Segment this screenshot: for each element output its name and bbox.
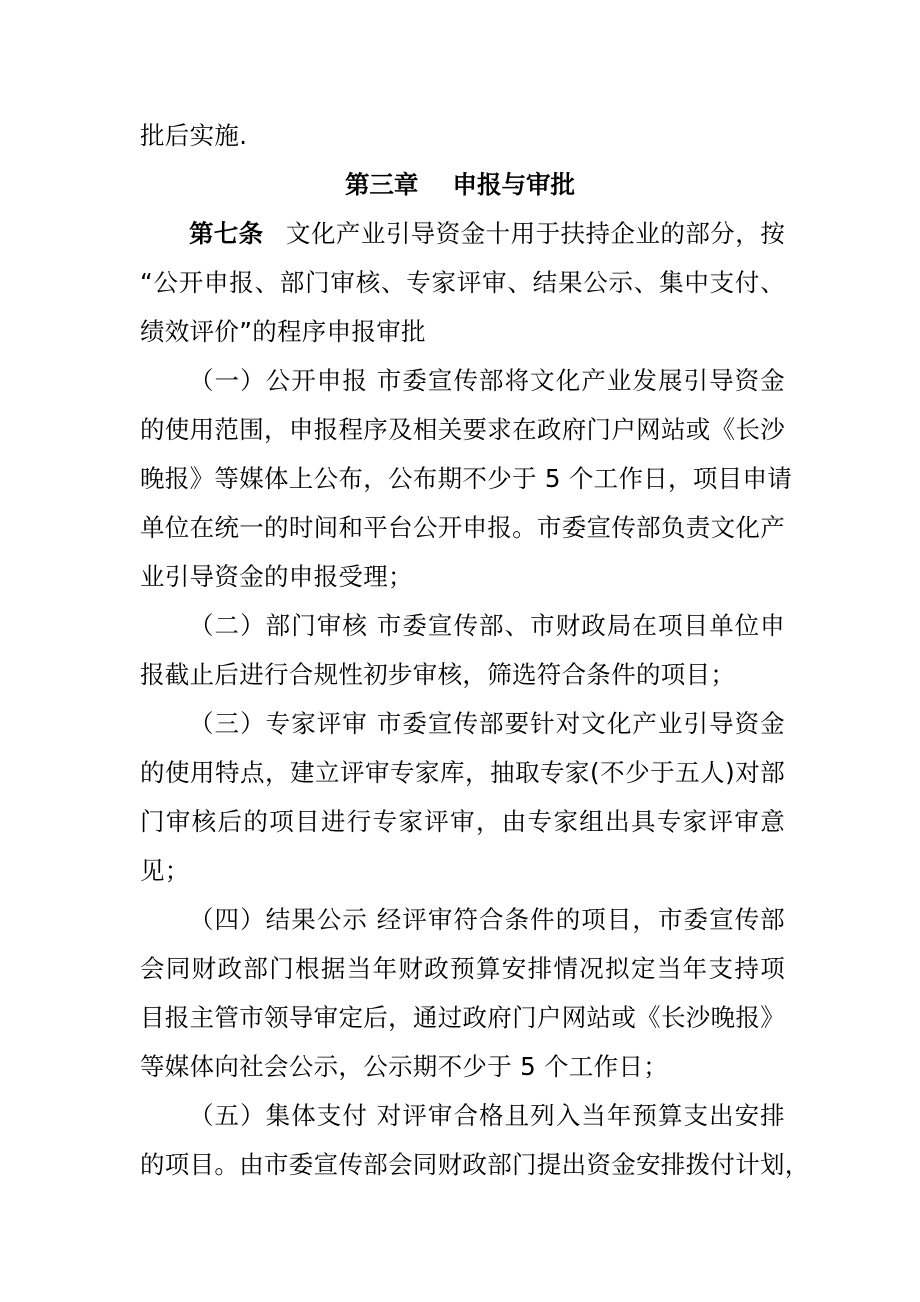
text-line: 业引导资金的申报受理； [140,562,413,591]
text-line: （一）公开申报 市委宣传部将文化产业发展引导资金 [189,366,785,395]
text-line: 见； [140,856,190,885]
text-line: （二）部门审核 市委宣传部、市财政局在项目单位申 [189,611,785,640]
text-line: 会同财政部门根据当年财政预算安排情况拟定当年支持项 [140,954,785,983]
article-label [189,219,279,249]
article-number: 第七条 [189,219,264,248]
text-line: 的项目。由市委宣传部会同财政部门提出资金安排拨付计划， [140,1150,810,1179]
chapter-heading: 第三章 申报与审批 [344,170,576,199]
text-line: 批后实施. [140,121,248,150]
text-line: （三）专家评审 市委宣传部要针对文化产业引导资金 [189,709,785,738]
text-line: 目报主管市领导审定后，通过政府门户网站或《长沙晚报》 [140,1003,785,1032]
text-line: 门审核后的项目进行专家评审，由专家组出具专家评审意 [140,807,785,836]
text-line: （四）结果公示 经评审符合条件的项目，市委宣传部 [189,905,785,934]
text-line: 等媒体向社会公示，公示期不少于 5 个工作日； [140,1052,669,1081]
text-line: 晚报》等媒体上公布，公布期不少于 5 个工作日，项目申请 [140,464,793,493]
text-line: “公开申报、部门审核、专家评审、结果公示、集中支付、 [140,268,785,297]
text-line: 的使用特点，建立评审专家库，抽取专家(不少于五人)对部 [140,758,785,787]
text-line: 报截止后进行合规性初步审核，筛选符合条件的项目； [140,660,736,689]
text-line: 绩效评价”的程序申报审批 [140,317,426,346]
text-line: 文化产业引导资金十用于扶持企业的部分，按 [286,219,785,248]
text-line: （五）集体支付 对评审合格且列入当年预算支出安排 [189,1101,785,1130]
text-line: 单位在统一的时间和平台公开申报。市委宣传部负责文化产 [140,513,785,542]
text-line: 的使用范围，申报程序及相关要求在政府门户网站或《长沙 [140,415,785,444]
